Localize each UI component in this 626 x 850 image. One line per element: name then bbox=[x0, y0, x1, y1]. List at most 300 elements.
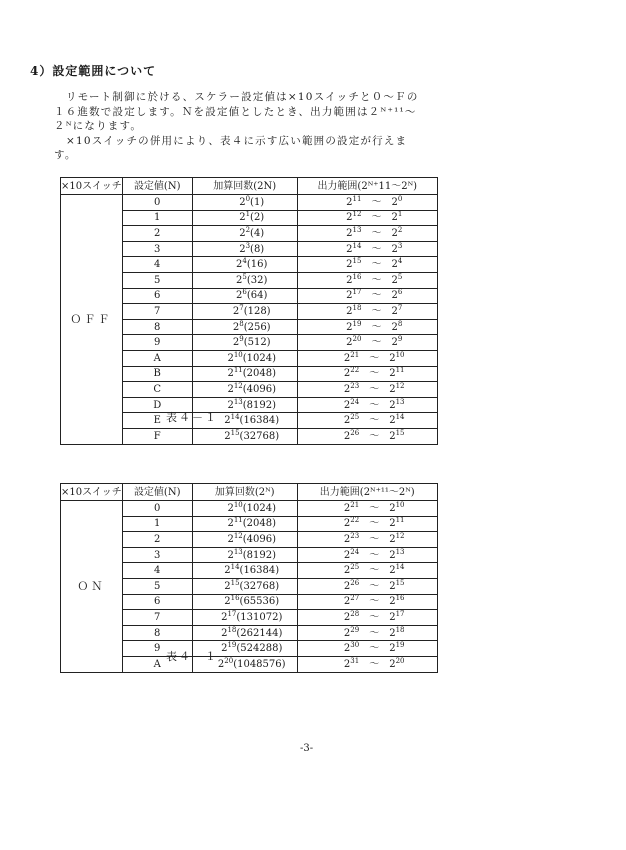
power-exponent: 16 bbox=[230, 594, 240, 603]
power-exponent: 18 bbox=[227, 625, 237, 634]
power-exponent: 30 bbox=[350, 641, 360, 650]
power-base: 2 bbox=[343, 502, 351, 514]
power-base: 2 bbox=[389, 596, 396, 608]
power-base: 2 bbox=[227, 383, 234, 395]
setting-value-cell: B bbox=[122, 366, 192, 382]
power-base: 2 bbox=[239, 227, 246, 239]
col-header-output-range: 出力範囲(2ᴺ⁺¹¹～2ᴺ) bbox=[297, 484, 437, 501]
power-exponent: 21 bbox=[350, 500, 360, 509]
add-count-cell bbox=[192, 594, 297, 610]
power-base: 2 bbox=[343, 643, 351, 655]
power-base: 2 bbox=[389, 533, 396, 545]
power-exponent: 15 bbox=[352, 257, 362, 266]
power-exponent: 10 bbox=[233, 350, 243, 359]
paragraph-line: ２ᴺになります。 bbox=[54, 120, 143, 132]
power-exponent: 9 bbox=[239, 335, 244, 344]
power-base: 2 bbox=[389, 627, 396, 639]
range-tilde: ～ bbox=[371, 337, 382, 349]
setting-value-cell: 9 bbox=[122, 641, 192, 657]
table-row bbox=[61, 195, 438, 211]
output-range-cell bbox=[297, 532, 437, 548]
power-base: 2 bbox=[236, 274, 243, 286]
power-exponent: 12 bbox=[395, 531, 405, 540]
power-base: 2 bbox=[343, 565, 351, 577]
table-header-row bbox=[61, 178, 438, 195]
add-count-value: (32) bbox=[246, 274, 268, 286]
col-header-setting: 設定値(N) bbox=[122, 484, 192, 501]
power-exponent: 0 bbox=[397, 194, 403, 203]
range-tilde: ～ bbox=[369, 518, 380, 530]
add-count-cell bbox=[192, 350, 297, 366]
col-header-switch: ×10スイッチ bbox=[61, 484, 123, 501]
power-exponent: 16 bbox=[395, 594, 405, 603]
add-count-cell bbox=[192, 428, 297, 444]
setting-value-cell: 1 bbox=[122, 210, 192, 226]
power-exponent: 24 bbox=[350, 397, 360, 406]
power-exponent: 1 bbox=[245, 210, 251, 219]
power-base: 2 bbox=[346, 212, 353, 224]
setting-value-cell: 2 bbox=[122, 532, 192, 548]
range-tilde: ～ bbox=[371, 196, 382, 208]
power-exponent: 12 bbox=[352, 210, 362, 219]
add-count-value: (128) bbox=[243, 305, 271, 317]
power-base: 2 bbox=[217, 658, 225, 670]
add-count-value: (4) bbox=[250, 227, 265, 239]
add-count-value: (131072) bbox=[236, 611, 283, 623]
setting-value-cell: 7 bbox=[122, 610, 192, 626]
output-range-cell bbox=[297, 397, 437, 413]
power-exponent: 19 bbox=[395, 641, 405, 650]
add-count-value: (2048) bbox=[242, 518, 276, 530]
add-count-value: (32768) bbox=[239, 580, 280, 592]
power-base: 2 bbox=[343, 430, 351, 442]
power-exponent: 18 bbox=[395, 625, 405, 634]
setting-value-cell: 4 bbox=[122, 257, 192, 273]
power-exponent: 25 bbox=[350, 413, 360, 422]
range-tilde: ～ bbox=[371, 305, 382, 317]
power-base: 2 bbox=[346, 259, 353, 271]
output-range-cell bbox=[297, 226, 437, 242]
power-base: 2 bbox=[346, 305, 353, 317]
power-exponent: 3 bbox=[245, 241, 251, 250]
output-range-cell bbox=[297, 195, 437, 211]
power-exponent: 8 bbox=[397, 319, 403, 328]
add-count-cell bbox=[192, 304, 297, 320]
power-exponent: 10 bbox=[395, 350, 405, 359]
power-base: 2 bbox=[232, 337, 240, 349]
power-exponent: 0 bbox=[245, 194, 251, 203]
power-exponent: 29 bbox=[350, 625, 360, 634]
output-range-cell bbox=[297, 563, 437, 579]
output-range-cell bbox=[297, 625, 437, 641]
power-exponent: 22 bbox=[350, 516, 360, 525]
power-base: 2 bbox=[224, 430, 231, 442]
add-count-cell bbox=[192, 335, 297, 351]
power-base: 2 bbox=[343, 383, 351, 395]
add-count-cell bbox=[192, 532, 297, 548]
add-count-cell bbox=[192, 516, 297, 532]
power-exponent: 25 bbox=[350, 563, 360, 572]
power-base: 2 bbox=[391, 274, 398, 286]
add-count-cell bbox=[192, 210, 297, 226]
range-tilde: ～ bbox=[369, 627, 380, 639]
range-tilde: ～ bbox=[371, 259, 382, 271]
power-exponent: 23 bbox=[350, 531, 360, 540]
power-exponent: 23 bbox=[350, 381, 360, 390]
output-range-cell bbox=[297, 366, 437, 382]
range-tilde: ～ bbox=[371, 227, 382, 239]
paragraph-line: １６進数で設定します。Ｎを設定値としたとき、出力範囲は２ᴺ⁺¹¹～ bbox=[54, 105, 417, 118]
page-number: -3- bbox=[300, 743, 314, 754]
add-count-value: (262144) bbox=[236, 627, 283, 639]
power-exponent: 8 bbox=[239, 319, 244, 328]
setting-value-cell: 0 bbox=[122, 501, 192, 517]
power-exponent: 19 bbox=[352, 319, 362, 328]
output-range-cell bbox=[297, 319, 437, 335]
power-base: 2 bbox=[227, 399, 234, 411]
power-base: 2 bbox=[224, 596, 231, 608]
add-count-value: (1024) bbox=[242, 502, 276, 514]
power-exponent: 27 bbox=[350, 594, 360, 603]
power-base: 2 bbox=[391, 227, 398, 239]
add-count-cell bbox=[192, 272, 297, 288]
power-base: 2 bbox=[389, 399, 396, 411]
power-base: 2 bbox=[391, 259, 398, 271]
power-base: 2 bbox=[227, 518, 234, 530]
range-tilde: ～ bbox=[371, 212, 382, 224]
power-base: 2 bbox=[343, 533, 351, 545]
table-caption: 表４－１ bbox=[166, 411, 218, 424]
power-exponent: 11 bbox=[352, 194, 362, 203]
power-base: 2 bbox=[221, 627, 228, 639]
add-count-value: (524288) bbox=[236, 643, 283, 655]
setting-value-cell: 6 bbox=[122, 594, 192, 610]
power-exponent: 28 bbox=[350, 609, 360, 618]
power-base: 2 bbox=[389, 430, 396, 442]
power-exponent: 6 bbox=[397, 288, 403, 297]
power-base: 2 bbox=[221, 611, 228, 623]
output-range-cell bbox=[297, 428, 437, 444]
add-count-value: (512) bbox=[243, 337, 271, 349]
power-base: 2 bbox=[389, 549, 396, 561]
add-count-value: (65536) bbox=[239, 596, 280, 608]
power-base: 2 bbox=[391, 321, 398, 333]
setting-value-cell: D bbox=[122, 397, 192, 413]
output-range-cell bbox=[297, 272, 437, 288]
setting-value-cell: A bbox=[122, 656, 192, 672]
power-exponent: 10 bbox=[395, 500, 405, 509]
power-exponent: 26 bbox=[350, 428, 360, 437]
power-base: 2 bbox=[343, 352, 351, 364]
output-range-cell bbox=[297, 610, 437, 626]
setting-value-cell: 9 bbox=[122, 335, 192, 351]
section-paragraph bbox=[54, 90, 574, 163]
add-count-cell bbox=[192, 625, 297, 641]
setting-value-cell: 4 bbox=[122, 563, 192, 579]
add-count-cell bbox=[192, 547, 297, 563]
range-tilde: ～ bbox=[369, 368, 380, 380]
section-heading: 4）設定範囲について bbox=[30, 64, 157, 78]
range-tilde: ～ bbox=[369, 383, 380, 395]
power-exponent: 11 bbox=[233, 366, 243, 375]
range-table-on bbox=[60, 483, 438, 673]
setting-value-cell: E bbox=[122, 413, 192, 429]
power-exponent: 19 bbox=[227, 641, 237, 650]
range-tilde: ～ bbox=[369, 643, 380, 655]
power-exponent: 31 bbox=[350, 656, 360, 665]
output-range-cell bbox=[297, 516, 437, 532]
power-base: 2 bbox=[389, 518, 396, 530]
paragraph-line: ×10スイッチの併用により、表４に示す広い範囲の設定が行えま bbox=[66, 134, 408, 147]
power-exponent: 2 bbox=[397, 225, 403, 234]
power-base: 2 bbox=[346, 227, 353, 239]
power-base: 2 bbox=[389, 415, 396, 427]
power-base: 2 bbox=[389, 352, 396, 364]
power-exponent: 11 bbox=[233, 516, 243, 525]
table-header-row bbox=[61, 484, 438, 501]
setting-value-cell: F bbox=[122, 428, 192, 444]
output-range-cell bbox=[297, 547, 437, 563]
power-base: 2 bbox=[389, 658, 396, 670]
output-range-cell bbox=[297, 656, 437, 672]
power-base: 2 bbox=[389, 502, 396, 514]
power-exponent: 5 bbox=[242, 272, 247, 281]
power-exponent: 17 bbox=[227, 609, 237, 618]
power-exponent: 2 bbox=[245, 225, 251, 234]
add-count-cell bbox=[192, 563, 297, 579]
power-base: 2 bbox=[343, 415, 351, 427]
switch-state-cell: ＯＦＦ bbox=[61, 195, 123, 445]
add-count-cell bbox=[192, 578, 297, 594]
power-base: 2 bbox=[389, 643, 396, 655]
add-count-cell bbox=[192, 501, 297, 517]
power-base: 2 bbox=[343, 580, 351, 592]
power-exponent: 13 bbox=[233, 397, 243, 406]
add-count-cell bbox=[192, 241, 297, 257]
power-exponent: 20 bbox=[352, 335, 362, 344]
power-exponent: 16 bbox=[352, 272, 362, 281]
range-tilde: ～ bbox=[369, 430, 380, 442]
add-count-value: (8) bbox=[250, 243, 265, 255]
output-range-cell bbox=[297, 594, 437, 610]
add-count-value: (2) bbox=[250, 212, 265, 224]
power-base: 2 bbox=[346, 274, 353, 286]
power-exponent: 12 bbox=[395, 381, 405, 390]
output-range-cell bbox=[297, 413, 437, 429]
add-count-cell bbox=[192, 319, 297, 335]
setting-value-cell: 8 bbox=[122, 319, 192, 335]
range-tilde: ～ bbox=[369, 658, 380, 670]
power-base: 2 bbox=[239, 196, 246, 208]
power-exponent: 20 bbox=[395, 656, 405, 665]
power-base: 2 bbox=[232, 321, 240, 333]
add-count-value: (4096) bbox=[242, 383, 276, 395]
col-header-switch: ×10スイッチ bbox=[61, 178, 123, 195]
power-base: 2 bbox=[227, 352, 234, 364]
power-exponent: 10 bbox=[233, 500, 243, 509]
range-tilde: ～ bbox=[371, 290, 382, 302]
output-range-cell bbox=[297, 257, 437, 273]
range-tilde: ～ bbox=[369, 533, 380, 545]
power-base: 2 bbox=[224, 415, 231, 427]
power-base: 2 bbox=[224, 565, 231, 577]
range-tilde: ～ bbox=[371, 274, 382, 286]
setting-value-cell: 1 bbox=[122, 516, 192, 532]
power-exponent: 13 bbox=[395, 397, 405, 406]
power-exponent: 15 bbox=[230, 428, 240, 437]
switch-state-cell: ＯＮ bbox=[61, 501, 123, 673]
add-count-value: (256) bbox=[243, 321, 271, 333]
power-exponent: 7 bbox=[239, 303, 244, 312]
power-base: 2 bbox=[391, 337, 398, 349]
power-exponent: 12 bbox=[233, 381, 243, 390]
power-exponent: 14 bbox=[352, 241, 362, 250]
power-exponent: 14 bbox=[395, 563, 405, 572]
range-tilde: ～ bbox=[369, 415, 380, 427]
power-base: 2 bbox=[227, 368, 234, 380]
power-exponent: 11 bbox=[395, 366, 405, 375]
power-base: 2 bbox=[232, 305, 240, 317]
output-range-cell bbox=[297, 288, 437, 304]
add-count-cell bbox=[192, 382, 297, 398]
power-base: 2 bbox=[346, 196, 353, 208]
power-base: 2 bbox=[343, 518, 351, 530]
power-base: 2 bbox=[221, 643, 228, 655]
output-range-cell bbox=[297, 350, 437, 366]
output-range-cell bbox=[297, 382, 437, 398]
power-base: 2 bbox=[227, 549, 234, 561]
power-exponent: 24 bbox=[350, 547, 360, 556]
power-base: 2 bbox=[346, 337, 353, 349]
add-count-value: (1024) bbox=[242, 352, 276, 364]
output-range-cell bbox=[297, 304, 437, 320]
power-base: 2 bbox=[343, 658, 351, 670]
setting-value-cell: 8 bbox=[122, 625, 192, 641]
range-tilde: ～ bbox=[369, 611, 380, 623]
output-range-cell bbox=[297, 210, 437, 226]
add-count-cell bbox=[192, 366, 297, 382]
col-header-setting: 設定値(N) bbox=[122, 178, 192, 195]
add-count-cell bbox=[192, 257, 297, 273]
power-base: 2 bbox=[343, 596, 351, 608]
power-exponent: 13 bbox=[395, 547, 405, 556]
setting-value-cell: 3 bbox=[122, 241, 192, 257]
power-base: 2 bbox=[239, 243, 246, 255]
paragraph-line: リモート制御に於ける、スケラー設定値は×10スイッチと０～Ｆの bbox=[66, 91, 419, 103]
power-base: 2 bbox=[391, 196, 398, 208]
col-header-add-count: 加算回数(2ᴺ) bbox=[192, 484, 297, 501]
power-exponent: 4 bbox=[397, 257, 403, 266]
add-count-value: (8192) bbox=[242, 399, 276, 411]
power-base: 2 bbox=[343, 399, 351, 411]
add-count-cell bbox=[192, 610, 297, 626]
power-exponent: 17 bbox=[352, 288, 362, 297]
power-base: 2 bbox=[343, 368, 351, 380]
power-exponent: 15 bbox=[395, 578, 405, 587]
output-range-cell bbox=[297, 501, 437, 517]
power-exponent: 4 bbox=[242, 257, 247, 266]
power-exponent: 1 bbox=[397, 210, 403, 219]
range-tilde: ～ bbox=[369, 502, 380, 514]
col-header-output-range: 出力範囲(2ᴺ⁺11～2ᴺ) bbox=[297, 178, 437, 195]
power-exponent: 11 bbox=[395, 516, 405, 525]
power-exponent: 17 bbox=[395, 609, 405, 618]
power-exponent: 14 bbox=[230, 563, 240, 572]
power-exponent: 9 bbox=[397, 335, 403, 344]
add-count-cell bbox=[192, 288, 297, 304]
power-exponent: 20 bbox=[224, 656, 234, 665]
add-count-value: (2048) bbox=[242, 368, 276, 380]
add-count-value: (16384) bbox=[239, 565, 280, 577]
power-base: 2 bbox=[389, 368, 396, 380]
power-base: 2 bbox=[389, 580, 396, 592]
power-exponent: 14 bbox=[395, 413, 405, 422]
power-exponent: 5 bbox=[397, 272, 403, 281]
power-base: 2 bbox=[346, 290, 353, 302]
setting-value-cell: 3 bbox=[122, 547, 192, 563]
power-base: 2 bbox=[227, 533, 234, 545]
add-count-value: (16) bbox=[246, 259, 268, 271]
setting-value-cell: 2 bbox=[122, 226, 192, 242]
power-base: 2 bbox=[391, 212, 398, 224]
power-base: 2 bbox=[236, 290, 243, 302]
power-base: 2 bbox=[389, 611, 396, 623]
range-tilde: ～ bbox=[371, 243, 382, 255]
power-base: 2 bbox=[343, 611, 351, 623]
table-row bbox=[61, 501, 438, 517]
power-exponent: 15 bbox=[230, 578, 240, 587]
setting-value-cell: 5 bbox=[122, 272, 192, 288]
power-base: 2 bbox=[391, 243, 398, 255]
range-tilde: ～ bbox=[369, 565, 380, 577]
power-exponent: 13 bbox=[352, 225, 362, 234]
power-base: 2 bbox=[343, 627, 351, 639]
table-caption: 表４－１ bbox=[166, 650, 218, 663]
power-base: 2 bbox=[227, 502, 234, 514]
output-range-cell bbox=[297, 241, 437, 257]
range-tilde: ～ bbox=[369, 596, 380, 608]
power-base: 2 bbox=[391, 290, 398, 302]
col-header-add-count: 加算回数(2N) bbox=[192, 178, 297, 195]
power-exponent: 14 bbox=[230, 413, 240, 422]
power-base: 2 bbox=[239, 212, 246, 224]
power-exponent: 12 bbox=[233, 531, 243, 540]
range-tilde: ～ bbox=[369, 399, 380, 411]
power-base: 2 bbox=[389, 565, 396, 577]
power-exponent: 6 bbox=[242, 288, 247, 297]
add-count-value: (4096) bbox=[242, 533, 276, 545]
power-base: 2 bbox=[346, 243, 353, 255]
power-base: 2 bbox=[346, 321, 353, 333]
add-count-value: (1) bbox=[250, 196, 265, 208]
power-exponent: 7 bbox=[397, 303, 403, 312]
output-range-cell bbox=[297, 641, 437, 657]
output-range-cell bbox=[297, 335, 437, 351]
add-count-value: (8192) bbox=[242, 549, 276, 561]
add-count-value: (64) bbox=[246, 290, 268, 302]
range-table-off bbox=[60, 177, 438, 445]
setting-value-cell: 7 bbox=[122, 304, 192, 320]
setting-value-cell: 0 bbox=[122, 195, 192, 211]
power-base: 2 bbox=[389, 383, 396, 395]
range-tilde: ～ bbox=[369, 352, 380, 364]
power-exponent: 18 bbox=[352, 303, 362, 312]
setting-value-cell: C bbox=[122, 382, 192, 398]
power-base: 2 bbox=[236, 259, 243, 271]
power-base: 2 bbox=[343, 549, 351, 561]
power-exponent: 3 bbox=[397, 241, 403, 250]
setting-value-cell: 5 bbox=[122, 578, 192, 594]
